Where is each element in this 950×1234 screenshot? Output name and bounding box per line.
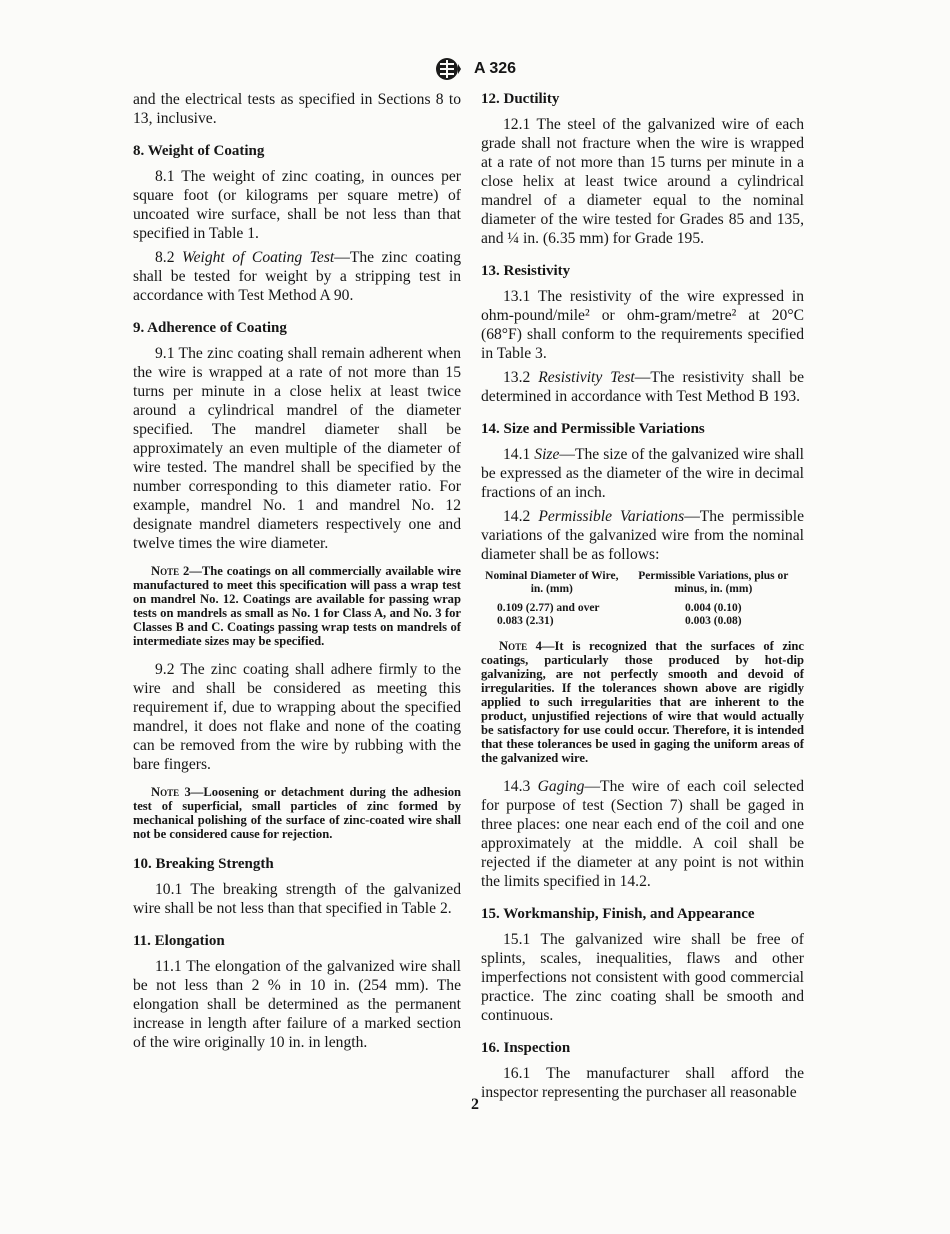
table-header-cell: Nominal Diameter of Wire, in. (mm) <box>485 570 619 595</box>
astm-logo-icon <box>434 56 462 82</box>
section-15-heading: 15. Workmanship, Finish, and Appearance <box>481 906 755 922</box>
para-10-1: 10.1 The breaking strength of the galvanized wire shall be not less than that specified in Table 2. <box>133 881 461 917</box>
para-11-1: 11.1 The elongation of the galvanized wire shall be not less than 2 % in 10 in. (254 mm). The elongation shall be determined as the permanent increase in length after failure of a marked section of the wire originally 10 in. in length. <box>133 958 461 1051</box>
para-16-1: 16.1 The manufacturer shall afford the inspector representing the purchaser all reasonable <box>481 1065 804 1101</box>
table-cell: 0.004 (0.10) <box>685 602 742 614</box>
para-14-1: 14.1 Size—The size of the galvanized wire shall be expressed as the diameter of the wire in decimal fractions of an inch. <box>481 446 805 501</box>
para-14-2: 14.2 Permissible Variations—The permissible variations of the galvanized wire from the nominal diameter shall be as follows: <box>481 508 804 563</box>
para-15-1: 15.1 The galvanized wire shall be free of splints, scales, inequalities, flaws and other imperfections not consistent with good commercial practice. The zinc coating shall be smooth and continuous. <box>481 931 804 1024</box>
page-header <box>0 56 950 82</box>
left-column <box>133 90 461 1052</box>
variations-table <box>481 570 804 628</box>
section-10-heading: 10. Breaking Strength <box>133 856 274 872</box>
section-11-heading: 11. Elongation <box>133 933 225 949</box>
page-number: 2 <box>471 1096 479 1113</box>
section-16-heading: 16. Inspection <box>481 1040 571 1056</box>
para-8-2: 8.2 Weight of Coating Test—The zinc coating shall be tested for weight by a stripping test in accordance with Test Method A 90. <box>133 249 461 304</box>
table-row <box>481 615 804 628</box>
note-4: Note 4—It is recognized that the surfaces of zinc coatings, particularly those produced by hot-dip galvanizing, are not perfectly smooth and devoid of irregularities. If the tolerances shown above are rigidly applied to such irregularities that are inherent to the product, unjustified rejections of wire that would actually be satisfactory for use could occur. Therefore, it is intended that these tolerances be used in gaging the uniform areas of the galvanized wire. <box>481 639 805 765</box>
para-12-1: 12.1 The steel of the galvanized wire of each grade shall not fracture when the wire is wrapped at a rate of not more than 15 turns per minute in a close helix at least twice around a cylindrical mandrel of a diameter equal to the nominal diameter of the wire tested for Grades 85 and 135, and ¼ in. (6.35 mm) for Grade 195. <box>481 116 804 247</box>
para-9-1: 9.1 The zinc coating shall remain adherent when the wire is wrapped at a rate of not more than 15 turns per minute in a close helix at least twice around a cylindrical mandrel of the diameter specified. The mandrel diameter shall be approximately an even multiple of the diameter of wire tested. The mandrel shall be specified by the number corresponding to this diameter ratio. For example, mandrel No. 1 and mandrel No. 12 designate mandrel diameters respectively one and twelve times the wire diameter. <box>133 345 461 552</box>
section-8-heading: 8. Weight of Coating <box>133 143 265 159</box>
note-2: Note 2—The coatings on all commercially available wire manufactured to meet this specification will pass a wrap test on mandrel No. 12. Coatings are available for passing wrap tests on mandrels as small as No. 1 for Class A, and No. 3 for Classes B and C. Coatings passing wrap tests on mandrels of intermediate sizes may be specified. <box>133 564 462 648</box>
note-3: Note 3—Loosening or detachment during the adhesion test of superficial, small particles of zinc formed by mechanical polishing of the surface of zinc-coated wire shall not be considered cause for rejection. <box>133 785 462 841</box>
intro-text: and the electrical tests as specified in Sections 8 to 13, inclusive. <box>133 91 461 127</box>
table-cell: 0.109 (2.77) and over <box>497 602 600 614</box>
section-13-heading: 13. Resistivity <box>481 263 571 279</box>
section-9-heading: 9. Adherence of Coating <box>133 320 287 336</box>
para-8-1: 8.1 The weight of zinc coating, in ounces per square foot (or kilograms per square metre) of uncoated wire surface, shall be not less than that specified in Table 1. <box>133 168 461 242</box>
para-13-2: 13.2 Resistivity Test—The resistivity shall be determined in accordance with Test Method B 193. <box>481 369 804 405</box>
table-cell: 0.083 (2.31) <box>497 615 554 627</box>
table-header-cell: Permissible Variations, plus or minus, in. (mm) <box>638 570 789 595</box>
para-13-1: 13.1 The resistivity of the wire expressed in ohm-pound/mile² or ohm-gram/metre² at 20°C (68°F) shall conform to the requirements specified in Table 3. <box>481 288 804 362</box>
right-column <box>481 90 804 1102</box>
standard-designation: A 326 <box>473 60 517 77</box>
para-9-2: 9.2 The zinc coating shall adhere firmly to the wire and shall be considered as meeting this requirement if, due to wrapping about the specified mandrel, it does not flake and none of the coating can be removed from the wire by rubbing with the bare fingers. <box>133 661 461 773</box>
table-row <box>481 602 804 615</box>
section-14-heading: 14. Size and Permissible Variations <box>481 421 705 437</box>
table-header-row <box>481 570 804 602</box>
table-cell: 0.003 (0.08) <box>685 615 742 627</box>
section-12-heading: 12. Ductility <box>481 91 560 107</box>
para-14-3: 14.3 Gaging—The wire of each coil selected for purpose of test (Section 7) shall be gaged in three places: one near each end of the coil and one approximately at the middle. A coil shall be rejected if the diameter at any point is not within the limits specified in 14.2. <box>481 778 805 890</box>
